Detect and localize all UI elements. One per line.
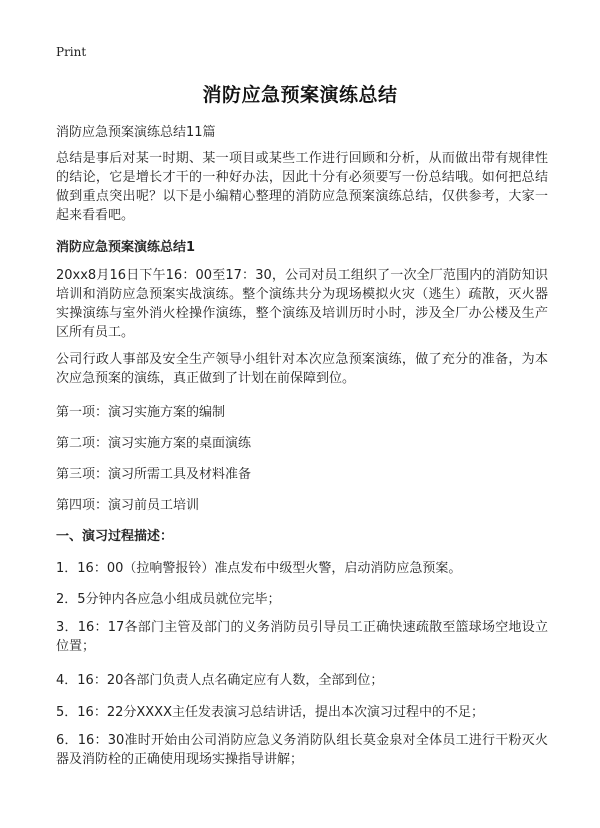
paragraph-1: 20xx8月16日下午16：00至17：30，公司对员工组织了一次全厂范围内的消防知识培训和消防应急预案实战演练。整个演练共分为现场模拟火灾（逃生）疏散，灭火器实操演练与室外消火栓操作演练，整个演练及培训历时小时，涉及全厂办公楼及生产区所有员工。: [56, 268, 548, 340]
print-link[interactable]: Print: [56, 45, 87, 59]
section-heading: 消防应急预案演练总结1: [56, 240, 196, 255]
intro-paragraph: 总结是事后对某一时期、某一项目或某些工作进行回顾和分析，从而做出带有规律性的结论，它是增长才干的一种好办法，因此十分有必须要写一份总结哦。如何把总结做到重点突出呢？以下是小编精心整理的消防应急预案演练总结，仅供参考，大家一起来看看吧。: [56, 151, 548, 223]
list-item: 第二项：演习实施方案的桌面演练: [56, 436, 252, 451]
process-heading: 一、演习过程描述：: [56, 529, 174, 544]
step-item: 4．16：20各部门负责人点名确定应有人数，全部到位；: [56, 673, 384, 688]
step-item: 5．16：22分XXXX主任发表演习总结讲话，提出本次演习过程中的不足；: [56, 705, 484, 720]
step-item: 6．16：30准时开始由公司消防应急义务消防队组长莫金泉对全体员工进行干粉灭火器及消防栓的正确使用现场实操指导讲解；: [56, 733, 548, 767]
list-item: 第四项：演习前员工培训: [56, 498, 200, 513]
step-item: 3．16：17各部门主管及部门的义务消防员引导员工正确快速疏散至篮球场空地设立位置；: [56, 620, 548, 654]
page-title: 消防应急预案演练总结: [202, 84, 398, 106]
list-item: 第一项：演习实施方案的编制: [56, 405, 226, 420]
step-item: 1．16：00（拉响警报铃）准点发布中级型火警，启动消防应急预案。: [56, 561, 462, 576]
paragraph-2: 公司行政人事部及安全生产领导小组针对本次应急预案演练，做了充分的准备，为本次应急预案的演练，真正做到了计划在前保障到位。: [56, 352, 548, 386]
step-item: 2．5分钟内各应急小组成员就位完毕；: [56, 592, 281, 607]
list-item: 第三项：演习所需工具及材料准备: [56, 467, 252, 482]
document-subtitle: 消防应急预案演练总结11篇: [56, 125, 216, 140]
